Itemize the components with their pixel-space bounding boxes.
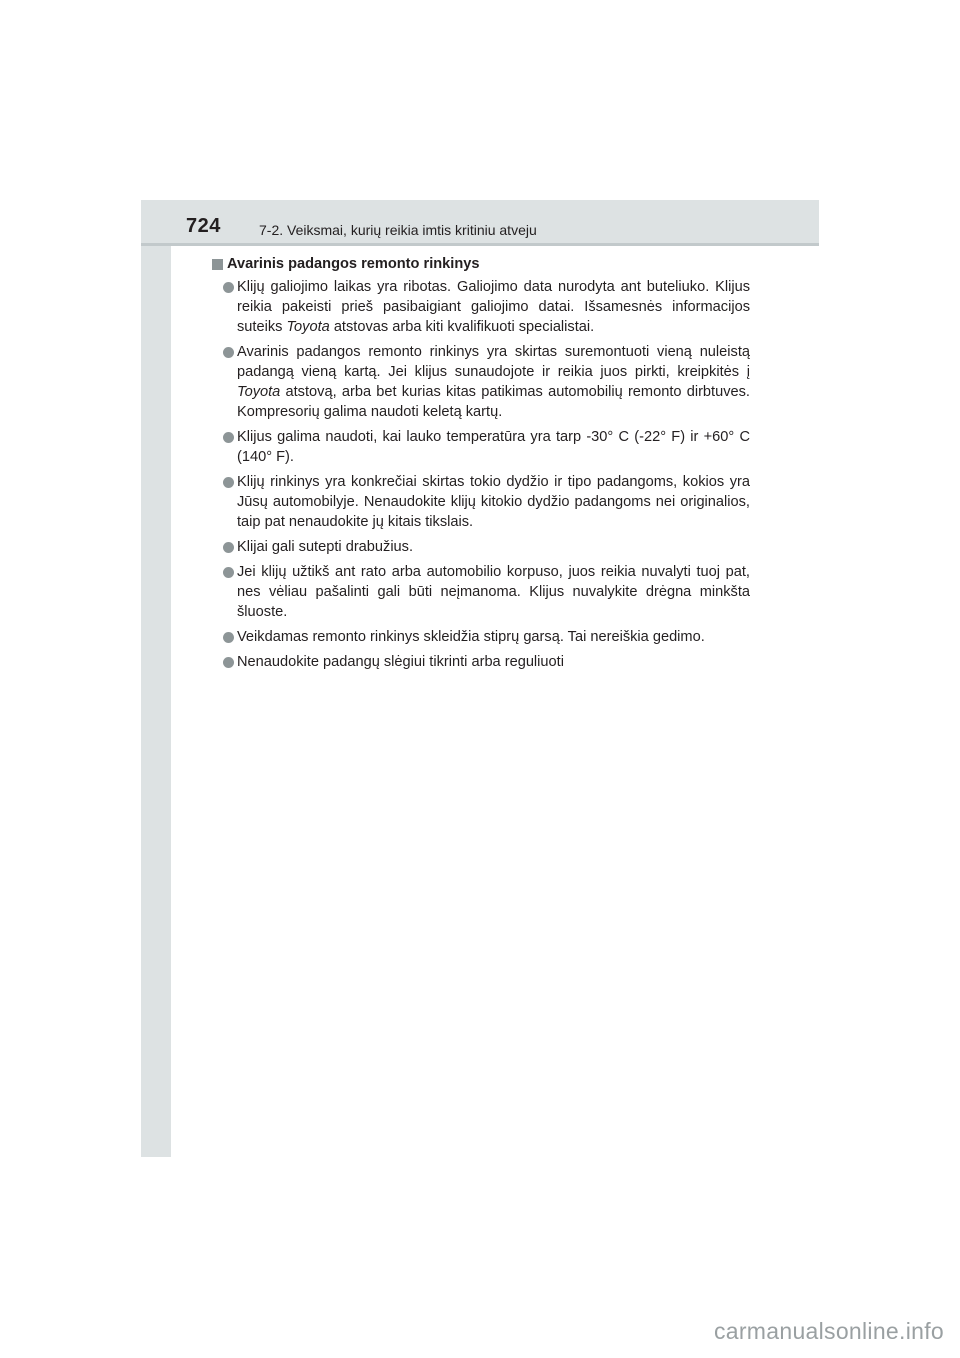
list-item bbox=[212, 427, 750, 467]
list-item bbox=[212, 562, 750, 622]
section-heading bbox=[212, 254, 750, 274]
item-text: Klijų rinkinys yra konkrečiai skirtas tokio dydžio ir tipo padangoms, kokios yra Jūsų automobilyje. Nenaudokite klijų kitokio dydžio padangoms nei originalios, taip pat nenaudokite jų kitais tikslais. bbox=[237, 474, 750, 530]
brand-name: Toyota bbox=[286, 319, 330, 335]
round-bullet-icon bbox=[223, 567, 234, 578]
chapter-title: 7-2. Veiksmai, kurių reikia imtis kritiniu atveju bbox=[259, 222, 537, 238]
item-text: Avarinis padangos remonto rinkinys yra skirtas suremontuoti vieną nuleistą padangą vieną kartą. Jei klijus sunaudojote ir reikia juos pirkti, kreipkitės į bbox=[237, 344, 750, 380]
item-text: Klijų galiojimo laikas yra ribotas. Galiojimo data nurodyta ant buteliuko. Klijus reikia pakeisti prieš pasibaigiant galiojimo datai. Išsamesnės informacijos suteiks bbox=[237, 279, 750, 335]
page-number: 724 bbox=[186, 215, 221, 237]
bullet-list bbox=[212, 277, 750, 672]
brand-name: Toyota bbox=[237, 384, 281, 400]
list-item bbox=[212, 277, 750, 337]
header-divider bbox=[141, 243, 819, 246]
list-item bbox=[212, 652, 750, 672]
item-text: Jei klijų užtikš ant rato arba automobilio korpuso, juos reikia nuvalyti tuoj pat, nes vėliau pašalinti gali būti neįmanoma. Klijus nuvalykite drėgna minkšta šluoste. bbox=[237, 564, 750, 620]
item-text: Klijus galima naudoti, kai lauko temperatūra yra tarp -30° C (-22° F) ir +60° C (140° F). bbox=[237, 429, 750, 465]
round-bullet-icon bbox=[223, 347, 234, 358]
item-text: Nenaudokite padangų slėgiui tikrinti arba reguliuoti bbox=[237, 654, 564, 670]
item-text: Klijai gali sutepti drabužius. bbox=[237, 539, 414, 555]
list-item bbox=[212, 627, 750, 647]
sidebar-band bbox=[141, 200, 171, 1157]
round-bullet-icon bbox=[223, 657, 234, 668]
list-item bbox=[212, 537, 750, 557]
round-bullet-icon bbox=[223, 477, 234, 488]
main-content bbox=[212, 254, 750, 677]
watermark-text: carmanualsonline.info bbox=[713, 1318, 944, 1344]
list-item bbox=[212, 472, 750, 532]
round-bullet-icon bbox=[223, 632, 234, 643]
list-item bbox=[212, 342, 750, 422]
square-bullet-icon bbox=[212, 259, 223, 270]
round-bullet-icon bbox=[223, 282, 234, 293]
item-text: atstovas arba kiti kvalifikuoti specialistai. bbox=[329, 319, 595, 335]
section-heading-text: Avarinis padangos remonto rinkinys bbox=[227, 256, 480, 272]
round-bullet-icon bbox=[223, 432, 234, 443]
round-bullet-icon bbox=[223, 542, 234, 553]
item-text: atstovą, arba bet kurias kitas patikimas automobilių remonto dirbtuves. Kompresorių galima naudoti keletą kartų. bbox=[237, 384, 750, 420]
item-text: Veikdamas remonto rinkinys skleidžia stiprų garsą. Tai nereiškia gedimo. bbox=[237, 629, 705, 645]
